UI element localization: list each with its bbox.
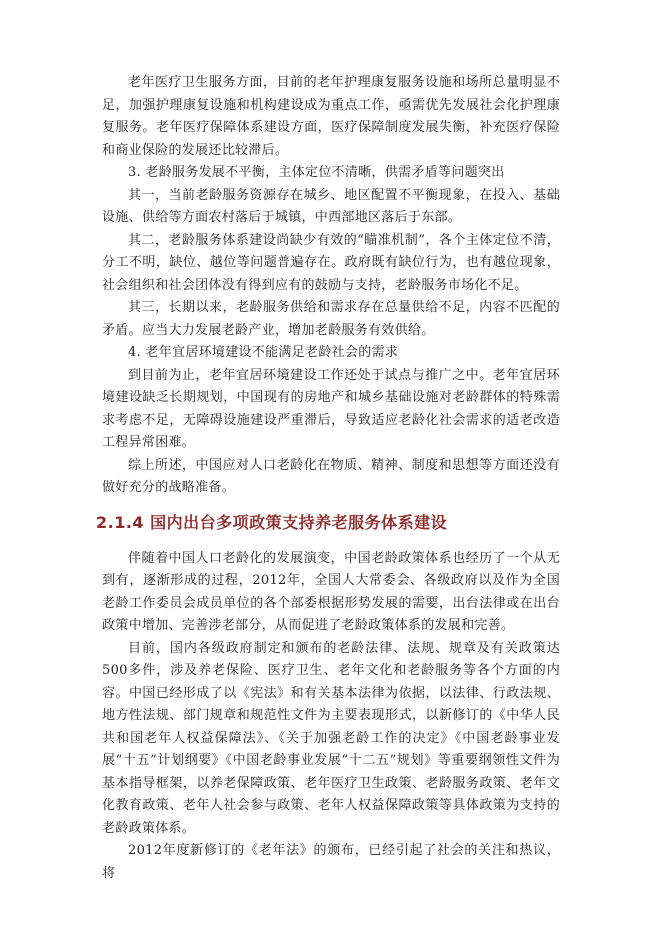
- paragraph-medical-services: 老年医疗卫生服务方面，目前的老年护理康复服务设施和场所总量明显不足，加强护理康复设施和机构建设成为重点工作，亟需优先发展社会化护理康复服务。老年医疗保障体系建设方面，医疗保障制度发展失衡，补充医疗保险和商业保险的发展还比较滞后。: [102, 75, 560, 158]
- paragraph-livable-environment: 到目前为止，老年宜居环境建设工作还处于试点与推广之中。老年宜居环境建设缺乏长期规划，中国现有的房地产和城乡基础设施对老龄群体的特殊需求考虑不足，无障碍设施建设严重滞后，导致适应老龄化社会需求的适老改造工程异常困难。: [102, 367, 560, 450]
- paragraph-third-issue: 其三，长期以来，老龄服务供给和需求存在总量供给不足，内容不匹配的矛盾。应当大力发展老龄产业，增加老龄服务有效供给。: [102, 300, 560, 338]
- page-content: [96, 72, 560, 885]
- paragraph-elderly-law: 2012年度新修订的《老年法》的颁布，已经引起了社会的关注和热议，将: [102, 843, 560, 881]
- paragraph-second-issue: 其二，老龄服务体系建设尚缺少有效的“瞄准机制”，各个主体定位不清，分工不明，缺位、越位等问题普遍存在。政府既有缺位行为，也有越位现象，社会组织和社会团体没有得到应有的鼓励与支持，老龄服务市场化不足。: [102, 232, 560, 293]
- section-number: 2.1.4: [96, 512, 145, 532]
- subheading-4: 4. 老年宜居环境建设不能满足老龄社会的需求: [128, 345, 399, 360]
- section-title: 国内出台多项政策支持养老服务体系建设: [150, 512, 448, 532]
- paragraph-policy-evolution: 伴随着中国人口老龄化的发展演变，中国老龄政策体系也经历了一个从无到有，逐渐形成的过程，2012年，全国人大常委会、各级政府以及作为全国老龄工作委员会成员单位的各个部委根据形势发展的需要，出台法律或在出台政策中增加、完善涉老部分，从而促进了老龄政策体系的发展和完善。: [102, 550, 560, 633]
- paragraph-summary: 综上所述，中国应对人口老龄化在物质、精神、制度和思想等方面还没有做好充分的战略准备。: [102, 457, 560, 495]
- paragraph-policy-current: 目前，国内各级政府制定和颁布的老龄法律、法规、规章及有关政策达500多件，涉及养老保险、医疗卫生、老年文化和老龄服务等各个方面的内容。中国已经形成了以《宪法》和有关基本法律为依据，以法律、行政法规、地方性法规、部门规章和规范性文件为主要表现形式，以新修订的《中华人民共和国老年人权益保障法》、《关于加强老龄工作的决定》《中国老龄事业发展“十五”计划纲要》《中国老龄事业发展“十二五”规划》等重要纲领性文件为基本指导框架，以养老保障政策、老年医疗卫生政策、老龄服务政策、老年文化教育政策、老年人社会参与政策、老年人权益保障政策等具体政策为支持的老龄政策体系。: [102, 640, 560, 836]
- paragraph-first-issue: 其一，当前老龄服务资源存在城乡、地区配置不平衡现象，在投入、基础设施、供给等方面农村落后于城镇，中西部地区落后于东部。: [102, 187, 560, 225]
- subheading-3: 3. 老龄服务发展不平衡，主体定位不清晰，供需矛盾等问题突出: [128, 165, 505, 180]
- section-heading: [96, 508, 560, 538]
